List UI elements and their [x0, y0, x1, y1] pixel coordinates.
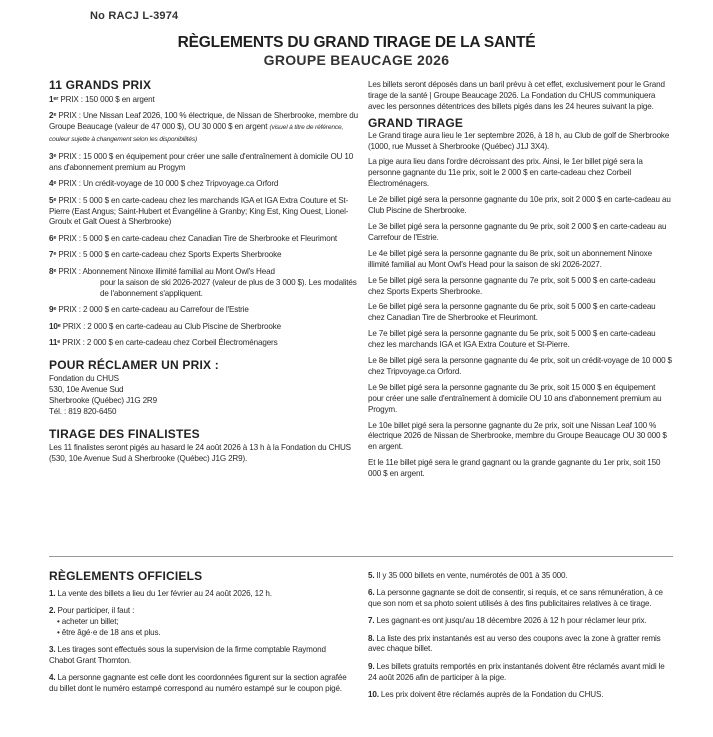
prize-item — [49, 322, 359, 333]
page-title: RÈGLEMENTS DU GRAND TIRAGE DE LA SANTÉ — [177, 34, 536, 51]
rules-heading: RÈGLEMENTS OFFICIELS — [49, 569, 203, 583]
prize-rank — [49, 322, 61, 331]
prize-ordinal-suffix: er — [53, 95, 59, 102]
tirage-paragraph: Le 7e billet pigé sera la personne gagnante du 5e prix, soit 5 000 $ en carte-cadeau chez les marchands IGA et IGA Extra Couture et St-Pierre. — [368, 329, 656, 350]
claim-line: Fondation du CHUS — [49, 374, 119, 384]
tirage-paragraph: Le 5e billet pigé sera la personne gagnante du 7e prix, soit 5 000 $ en carte-cadeau chez Sports Experts Sherbrooke. — [368, 275, 656, 296]
rule-item — [368, 571, 672, 582]
rule-text: Les gagnant·es ont jusqu'au 18 décembre 2026 à 12 h pour réclamer leur prix. — [374, 616, 647, 626]
prize-note: (visuel à titre de référence, couleur sujette à changement selon les disponibilités) — [49, 124, 344, 144]
tirage-paragraph: Le 2e billet pigé sera la personne gagnante du 10e prix, soit 2 000 $ en carte-cadeau au Club Piscine de Sherbrooke. — [368, 195, 671, 216]
prize-item — [49, 152, 359, 174]
prize-ordinal-suffix: e — [53, 267, 57, 274]
tirage-paragraph: La pige aura lieu dans l'ordre décroissant des prix. Ainsi, le 1er billet pigé sera la personne gagnante du 11e prix, soit le 2 000 $ en carte-cadeau chez Corbeil Électroménagers. — [368, 157, 643, 189]
rules-left-list — [49, 589, 349, 695]
tirage-paragraph: Le 10e billet pigé sera la personne gagnante du 2e prix, soit une Nissan Leaf 100 % électrique 2026 de Nissan de Sherbrooke, membre du Groupe Beaucage OU 30 000 $ en argent. — [368, 420, 667, 452]
prize-item — [49, 305, 359, 316]
claim-heading: POUR RÉCLAMER UN PRIX : — [49, 358, 219, 373]
prize-description: PRIX : 150 000 $ en argent — [58, 94, 155, 104]
prize-ordinal-suffix: e — [53, 234, 57, 241]
rule-number: 2. — [49, 606, 56, 616]
rule-text: La personne gagnante se doit de consentir, si requis, et ce sans rémunération, à ce que son nom et sa photo soient utilisés à des fins publicitaires relatives à ce tirage. — [368, 588, 663, 609]
rule-text: La liste des prix instantanés est au verso des coupons avec la zone à gratter remis avec chaque billet. — [368, 633, 661, 654]
tirage-paragraph: Et le 11e billet pigé sera le grand gagnant ou la grande gagnante du 1er prix, soit 150 000 $ en argent. — [368, 458, 661, 479]
prize-ordinal-suffix: e — [57, 339, 61, 346]
rule-number: 4. — [49, 673, 56, 683]
prize-ordinal: 11 — [49, 338, 58, 348]
right-column — [368, 80, 672, 485]
prize-ordinal: 10 — [49, 321, 58, 331]
prize-description: PRIX : 5 000 $ en carte-cadeau chez Sports Experts Sherbrooke — [56, 250, 282, 260]
finalists-text: Les 11 finalistes seront pigés au hasard le 24 août 2026 à 13 h à la Fondation du CHUS (530, 10e Avenue Sud à Sherbrooke (Québec) J1G 2R9). — [49, 442, 351, 463]
rules-right-column — [368, 571, 672, 707]
rule-text: La vente des billets a lieu du 1er février au 24 août 2026, 12 h. — [55, 588, 272, 598]
rules-right-list — [368, 571, 672, 701]
rule-subitem: • acheter un billet; — [57, 617, 119, 627]
prize-description: PRIX : 5 000 $ en carte-cadeau chez Canadian Tire de Sherbrooke et Fleurimont — [56, 233, 338, 243]
rule-text: Les tirages sont effectués sous la supervision de la firme comptable Raymond Chabot Grant Thornton. — [49, 645, 326, 666]
racj-number: No RACJ L-3974 — [90, 10, 179, 22]
rule-item — [49, 589, 349, 600]
prize-extra: pour la saison de ski 2026-2027 (valeur de plus de 3 000 $). Les modalités de l'abonnement s'appliquent. — [100, 277, 357, 298]
prize-description: PRIX : 5 000 $ en carte-cadeau chez les marchands IGA et IGA Extra Couture et St-Pierre (East Angus; Saint-Hubert et Évangéline à Granby; King Est, King Ouest, Lionel-Groulx et Galt Ouest à Sherbrooke) — [49, 195, 349, 227]
rule-item — [368, 616, 672, 627]
finalists-heading: TIRAGE DES FINALISTES — [49, 426, 200, 441]
prize-description: PRIX : 15 000 $ en équipement pour créer une salle d'entraînement à domicile OU 10 ans d'abonnement premium au Progym — [49, 151, 354, 172]
prize-item — [49, 234, 359, 245]
rule-item — [49, 673, 349, 695]
rule-number: 7. — [368, 616, 375, 626]
prize-item — [49, 179, 359, 190]
prize-item — [49, 95, 359, 106]
rule-text: La personne gagnante est celle dont les coordonnées figurent sur la section agrafée du billet dont le numéro estampé correspond au numéro estampé sur le coupon pigé. — [49, 673, 347, 694]
prize-ordinal: 8 — [49, 266, 54, 276]
prize-description: PRIX : 2 000 $ en carte-cadeau au Carrefour de l'Estrie — [56, 305, 249, 315]
prize-ordinal: 5 — [49, 195, 54, 205]
prize-description: PRIX : 2 000 $ en carte-cadeau au Club Piscine de Sherbrooke — [60, 321, 281, 331]
prize-list — [49, 95, 359, 349]
prize-item — [49, 196, 359, 229]
prize-ordinal-suffix: e — [57, 322, 61, 329]
prize-ordinal-suffix: e — [53, 180, 57, 187]
rule-number: 1. — [49, 588, 56, 598]
rule-text: Les prix doivent être réclamés auprès de la Fondation du CHUS. — [378, 689, 604, 699]
rule-text: Il y 35 000 billets en vente, numérotés de 001 à 35 000. — [374, 571, 568, 580]
rule-text: Les billets gratuits remportés en prix instantanés doivent être réclamés avant midi le 24 août 2026 afin de participer à la pige. — [368, 661, 665, 682]
intro-text: Les billets seront déposés dans un baril prévu à cet effet, exclusivement pour le Grand tirage de la santé | Groupe Beaucage 2026. La Fondation du CHUS communiquera avec les personnes détentrices des billets pigés dans les 24 heures suivant la pige. — [368, 80, 665, 111]
prize-ordinal: 1 — [49, 94, 54, 104]
rule-item — [49, 606, 349, 639]
rule-text: Pour participer, il faut : — [55, 606, 135, 616]
prize-ordinal-suffix: e — [53, 306, 57, 313]
tirage-paragraph: Le 9e billet pigé sera la personne gagnante du 3e prix, soit 15 000 $ en équipement pour créer une salle d'entraînement à domicile OU 10 ans d'abonnement premium au Progym. — [368, 382, 662, 414]
tirage-paragraph: Le Grand tirage aura lieu le 1er septembre 2026, à 18 h, au Club de golf de Sherbrooke (1000, rue Musset à Sherbrooke (Québec) J1J 3X4). — [368, 130, 670, 151]
rule-number: 10. — [368, 689, 379, 699]
prize-item — [49, 111, 359, 146]
tirage-paragraph: Le 3e billet pigé sera la personne gagnante du 9e prix, soit 2 000 $ en carte-cadeau au Carrefour de l'Estrie. — [368, 221, 667, 242]
prize-ordinal-suffix: e — [53, 251, 57, 258]
claim-line: 530, 10e Avenue Sud — [49, 384, 124, 394]
rule-item — [368, 662, 672, 684]
prize-description: PRIX : Abonnement Ninoxe illimité familial au Mont Owl's Head — [56, 266, 275, 276]
rule-item — [368, 690, 672, 701]
rule-number: 5. — [368, 571, 375, 580]
prize-item — [49, 267, 359, 300]
prize-description: PRIX : Un crédit-voyage de 10 000 $ chez Tripvoyage.ca Orford — [56, 179, 279, 189]
prize-rank — [49, 95, 58, 104]
prize-ordinal-suffix: e — [53, 112, 57, 119]
rule-item — [368, 588, 672, 610]
tirage-paragraph: Le 8e billet pigé sera la personne gagnante du 4e prix, soit un crédit-voyage de 10 000 $ chez Tripvoyage.ca Orford. — [368, 356, 672, 376]
rule-item — [368, 634, 672, 656]
rule-number: 9. — [368, 661, 375, 671]
rule-number: 6. — [368, 588, 375, 598]
page-subtitle: GROUPE BEAUCAGE 2026 — [263, 52, 450, 68]
prize-ordinal-suffix: e — [53, 152, 57, 159]
tirage-paragraph: Le 4e billet pigé sera la personne gagnante du 8e prix, soit un abonnement Ninoxe illimité familial au Mont Owl's Head pour la saison de ski 2026-2027. — [368, 248, 652, 269]
claim-address — [49, 374, 359, 418]
rule-number: 8. — [368, 633, 375, 643]
prize-ordinal: 9 — [49, 305, 54, 315]
prize-ordinal-suffix: e — [53, 196, 57, 203]
prize-rank — [49, 338, 60, 347]
prize-item — [49, 250, 359, 261]
section-divider — [49, 556, 673, 557]
prize-ordinal: 3 — [49, 151, 54, 161]
tirage-paragraphs — [368, 131, 672, 480]
prize-item — [49, 338, 359, 349]
prize-description: PRIX : 2 000 $ en carte-cadeau chez Corbeil Électroménagers — [60, 338, 278, 348]
prize-ordinal: 4 — [49, 179, 54, 189]
prize-description: PRIX : Une Nissan Leaf 2026, 100 % électrique, de Nissan de Sherbrooke, membre du Groupe Beaucage (valeur de 47 000 $), OU 30 000 $ en argent — [49, 111, 359, 132]
prizes-heading: 11 GRANDS PRIX — [49, 78, 152, 92]
claim-line: Tél. : 819 820-6450 — [49, 406, 117, 416]
claim-line: Sherbrooke (Québec) J1G 2R9 — [49, 395, 157, 405]
grand-tirage-heading: GRAND TIRAGE — [368, 115, 464, 130]
prize-ordinal: 7 — [49, 250, 54, 260]
left-column — [49, 80, 359, 464]
rule-item — [49, 645, 349, 667]
prize-ordinal: 2 — [49, 111, 54, 121]
prize-ordinal: 6 — [49, 233, 54, 243]
tirage-paragraph: Le 6e billet pigé sera la personne gagnante du 6e prix, soit 5 000 $ en carte-cadeau chez Canadian Tire de Sherbrooke et Fleurimont. — [368, 302, 656, 323]
rule-subitem: • être âgé·e de 18 ans et plus. — [57, 627, 161, 637]
rules-left-column — [49, 571, 349, 701]
rule-number: 3. — [49, 645, 56, 655]
